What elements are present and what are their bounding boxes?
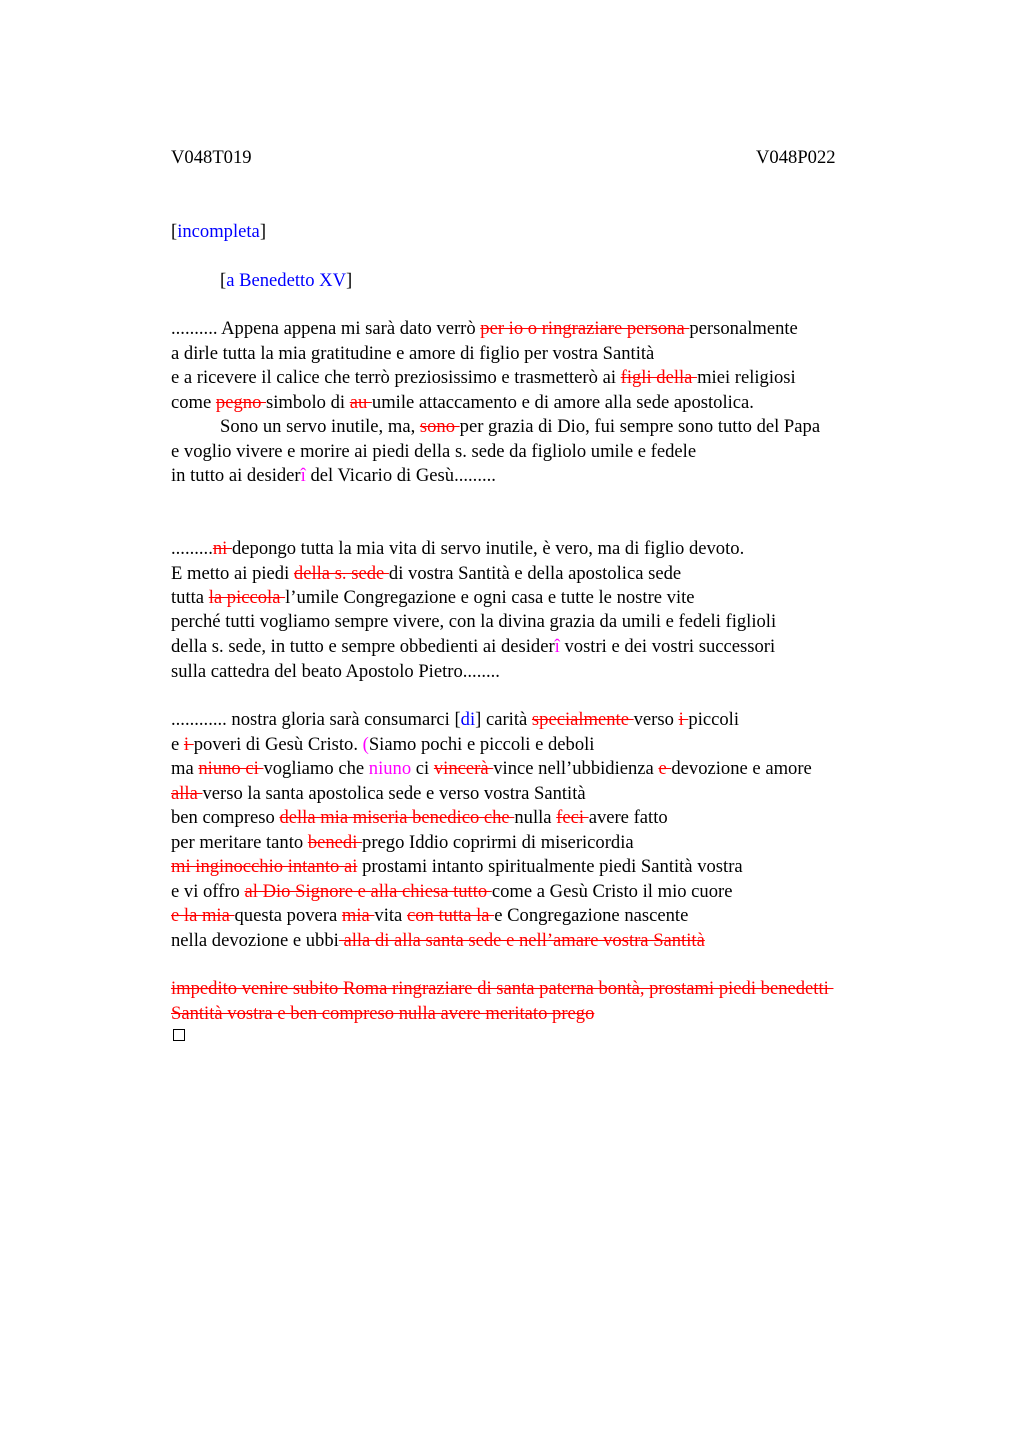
text-line — [171, 977, 833, 1002]
deleted-text: per io o ringraziare persona — [480, 318, 690, 339]
deleted-text: Santità vostra e ben compreso nulla avere meritato prego — [171, 1003, 595, 1024]
text-segment: di vostra Santità e della apostolica sede — [388, 563, 682, 584]
uncertain-reading: î — [554, 636, 560, 657]
recipient-label: a Benedetto XV — [226, 270, 346, 291]
text-line — [171, 440, 696, 465]
text-line — [171, 831, 634, 856]
text-line — [171, 537, 744, 562]
text-segment: come a Gesù Cristo il mio cuore — [491, 881, 733, 902]
text-segment: Siamo pochi e piccoli e deboli — [368, 734, 595, 755]
text-line — [220, 415, 820, 440]
text-segment: vogliamo che — [263, 758, 369, 779]
deleted-text: al Dio Signore e alla chiesa tutto — [244, 881, 492, 902]
status-note — [171, 220, 266, 245]
text-segment: prostami intanto spiritualmente piedi Santità vostra — [357, 856, 743, 877]
deleted-text: impedito venire subito Roma ringraziare di santa paterna bontà, prostami piedi benedetti — [171, 978, 834, 999]
text-line — [171, 929, 705, 954]
deleted-text: della s. sede — [293, 563, 389, 584]
text-segment: personalmente — [689, 318, 798, 339]
text-segment: Sono un servo inutile, ma, — [220, 416, 420, 437]
text-segment: e Congregazione nascente — [494, 905, 689, 926]
text-segment: perché tutti vogliamo sempre vivere, con la divina grazia da umili e fedeli figlioli — [171, 611, 777, 632]
text-segment: in tutto ai desider — [171, 465, 301, 486]
text-segment: nella devozione e ubbi — [171, 930, 339, 951]
text-segment: verso — [633, 709, 679, 730]
text-segment: tutta — [171, 587, 209, 608]
text-line — [171, 855, 743, 880]
deleted-text: i — [678, 709, 689, 730]
text-segment: e voglio vivere e morire ai piedi della s. sede da figliolo umile e fedele — [171, 441, 697, 462]
deleted-text: della mia miseria benedico che — [279, 807, 515, 828]
text-segment: .......... Appena appena mi sarà dato verrò — [171, 318, 481, 339]
text-line — [171, 391, 754, 416]
status-label: incompleta — [177, 221, 260, 242]
uncertain-reading: î — [300, 465, 306, 486]
deleted-text: au — [349, 392, 372, 413]
text-segment: come — [171, 392, 216, 413]
text-line — [171, 708, 739, 733]
deleted-text: niuno ci — [198, 758, 264, 779]
text-line — [171, 635, 775, 660]
text-segment: prego Iddio coprirmi di misericordia — [362, 832, 634, 853]
bracket-open: [ — [220, 270, 227, 291]
deleted-text: ni — [212, 538, 232, 559]
document-id-right: V048P022 — [756, 147, 836, 168]
deleted-text: sono — [419, 416, 460, 437]
text-segment: per meritare tanto — [171, 832, 308, 853]
text-segment: simbolo di — [266, 392, 350, 413]
deleted-text: feci — [556, 807, 589, 828]
text-segment: devozione e amore — [671, 758, 812, 779]
text-line — [171, 464, 496, 489]
text-line — [171, 757, 812, 782]
deleted-text: i — [183, 734, 194, 755]
text-line — [171, 342, 654, 367]
text-segment: vince nell’ubbidienza — [493, 758, 659, 779]
text-segment: e vi offro — [171, 881, 245, 902]
end-marker-box — [173, 1029, 185, 1041]
deleted-text: e la mia — [171, 905, 235, 926]
text-segment: della s. sede, in tutto e sempre obbedienti ai desider — [171, 636, 555, 657]
text-segment: poveri di Gesù Cristo. — [193, 734, 363, 755]
text-line — [171, 733, 594, 758]
text-line — [171, 782, 586, 807]
text-line — [171, 586, 695, 611]
deleted-text: pegno — [215, 392, 267, 413]
text-line — [171, 366, 796, 391]
bracket-close: ] — [346, 270, 353, 291]
text-line — [171, 317, 798, 342]
text-segment: l’umile Congregazione e ogni casa e tutte le nostre vite — [285, 587, 695, 608]
text-segment: sulla cattedra del beato Apostolo Pietro........ — [171, 661, 500, 682]
uncertain-reading: ( — [362, 734, 369, 755]
text-segment: avere fatto — [588, 807, 668, 828]
editorial-insertion: di — [460, 709, 476, 730]
deleted-text: alla — [171, 783, 203, 804]
text-segment: vita — [374, 905, 407, 926]
text-segment: nulla — [514, 807, 557, 828]
bracket-open: [ — [171, 221, 178, 242]
text-segment: verso la santa apostolica sede e verso vostra Santità — [202, 783, 586, 804]
deleted-text: e — [658, 758, 672, 779]
text-segment: ben compreso — [171, 807, 280, 828]
deleted-text: specialmente — [531, 709, 634, 730]
text-segment: a dirle tutta la mia gratitudine e amore di figlio per vostra Santità — [171, 343, 655, 364]
text-line — [171, 660, 500, 685]
deleted-text: la piccola — [208, 587, 286, 608]
text-segment: ] carità — [475, 709, 532, 730]
bracket-close: ] — [259, 221, 267, 242]
text-segment: questa povera — [234, 905, 342, 926]
deleted-text: mi inginocchio intanto ai — [171, 856, 358, 877]
deleted-text: benedi — [307, 832, 363, 853]
text-segment: del Vicario di Gesù......... — [305, 465, 496, 486]
text-segment: per grazia di Dio, fui sempre sono tutto del Papa — [459, 416, 821, 437]
text-line — [171, 806, 668, 831]
text-segment: ma — [171, 758, 199, 779]
text-line — [171, 880, 732, 905]
text-segment: E metto ai piedi — [171, 563, 294, 584]
text-segment: e a ricevere il calice che terrò preziosissimo e trasmetterò ai — [171, 367, 621, 388]
document-id-left: V048T019 — [171, 147, 252, 168]
text-segment: piccoli — [688, 709, 739, 730]
uncertain-reading: niuno — [368, 758, 412, 779]
text-line — [171, 904, 688, 929]
text-segment: vostri e dei vostri successori — [559, 636, 776, 657]
text-segment: umile attaccamento e di amore alla sede apostolica. — [371, 392, 754, 413]
deleted-text: figli della — [620, 367, 698, 388]
text-line — [171, 610, 776, 635]
deleted-text: mia — [341, 905, 375, 926]
text-segment: ci — [411, 758, 434, 779]
text-segment: ......... — [171, 538, 213, 559]
deleted-text: alla di alla santa sede e nell’amare vostra Santità — [338, 930, 705, 951]
recipient-note — [220, 269, 352, 294]
text-line — [171, 1002, 594, 1027]
text-segment: miei religiosi — [697, 367, 796, 388]
text-line — [171, 562, 681, 587]
deleted-text: con tutta la — [406, 905, 495, 926]
text-segment: depongo tutta la mia vita di servo inutile, è vero, ma di figlio devoto. — [231, 538, 745, 559]
text-segment: e — [171, 734, 184, 755]
deleted-text: vincerà — [433, 758, 494, 779]
text-segment: ............ nostra gloria sarà consumarci [ — [171, 709, 461, 730]
